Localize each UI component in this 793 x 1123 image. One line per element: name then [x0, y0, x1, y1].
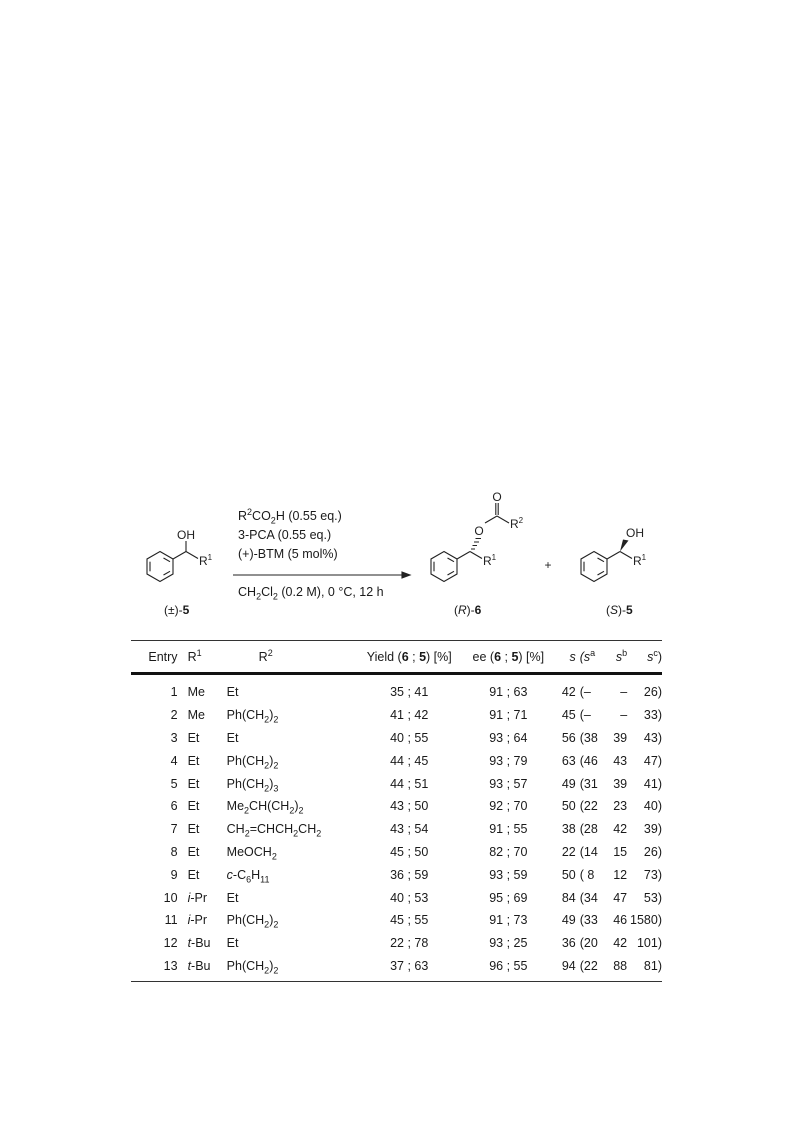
cell-sc: 1580) — [630, 913, 662, 928]
atom-oh: OH — [177, 528, 195, 542]
cell-sa: (14 — [579, 844, 598, 859]
starting-material-label: (±)-5 — [164, 603, 190, 617]
cell-s: 49 — [561, 913, 576, 928]
table-row — [131, 818, 662, 841]
cell-yield: 37 ; 63 — [354, 955, 464, 982]
cell-r1: Et — [187, 867, 200, 882]
header-ee: ee (6 ; 5) [%] — [464, 641, 553, 674]
cell-sc: 33) — [643, 708, 662, 723]
cell-s: 84 — [561, 890, 576, 905]
cell-yield: 36 ; 59 — [390, 867, 429, 882]
cell-sb: 12 — [613, 867, 628, 882]
atom-r-letter: R — [199, 554, 208, 568]
header-r1: $R^1$ — [188, 641, 227, 674]
reagent-acid: $R^2CO_2H$ (0.55 eq.) — [238, 506, 342, 526]
cell-r1: i-Pr — [187, 913, 208, 928]
cell-r2: $Ph(CH_2)_2$ — [226, 913, 279, 930]
cell-entry: 8 — [170, 844, 178, 859]
table-row — [131, 772, 662, 795]
reagent-catalyst: (+)-BTM (5 mol%) — [238, 547, 338, 561]
cell-sb: 43 — [613, 753, 628, 768]
reaction-conditions: $CH_2Cl_2$ (0.2 M), 0 °C, 12 h — [238, 585, 384, 602]
cell-sc: 53) — [643, 890, 662, 905]
atom-r2 — [510, 516, 524, 531]
cell-ee: 93 ; 79 — [489, 753, 528, 768]
atom-r-sup: 1 — [491, 553, 497, 562]
cell-sc: 43) — [643, 730, 662, 745]
atom-oh: OH — [626, 526, 644, 540]
cell-sa: (31 — [579, 776, 598, 791]
atom-carbonyl-o: O — [492, 490, 502, 504]
cell-sb: 88 — [606, 955, 627, 982]
cell-s: 42 — [561, 685, 576, 700]
results-table — [131, 640, 662, 982]
cell-entry: 10 — [163, 890, 178, 905]
header-sb: $s^b$ — [606, 641, 627, 674]
cell-entry: 3 — [170, 730, 178, 745]
cell-sa: (38 — [579, 730, 598, 745]
atom-r1 — [199, 553, 213, 568]
cell-yield: 43 ; 54 — [390, 822, 429, 837]
cell-s: 49 — [561, 776, 576, 791]
cell-sb: 39 — [613, 730, 628, 745]
cell-entry: 5 — [170, 776, 178, 791]
table-row — [131, 841, 662, 864]
atom-ester-o: O — [474, 524, 484, 538]
cell-ee: 93 ; 59 — [489, 867, 528, 882]
cell-sc: 26) — [643, 685, 662, 700]
cell-r2: Et — [226, 890, 239, 905]
cell-sc: 47) — [643, 753, 662, 768]
cell-sb: – — [620, 708, 628, 723]
table-row — [131, 886, 662, 909]
cell-yield: 43 ; 50 — [390, 799, 429, 814]
product-ester-structure — [431, 503, 509, 582]
cell-sc: 26) — [643, 844, 662, 859]
cell-s: 56 — [561, 730, 576, 745]
recovered-alcohol-structure — [581, 552, 632, 582]
cell-r1: t-Bu — [188, 955, 227, 982]
table-row — [131, 955, 662, 982]
cell-entry: 12 — [163, 936, 178, 951]
cell-ee: 91 ; 55 — [489, 822, 528, 837]
table-row — [131, 932, 662, 955]
table-body — [131, 674, 662, 982]
cell-ee: 82 ; 70 — [489, 844, 528, 859]
cell-r2: Et — [226, 730, 239, 745]
cell-entry: 9 — [170, 867, 178, 882]
atom-r-sup: 1 — [207, 553, 213, 562]
table-header-row — [131, 641, 662, 674]
atom-r-sup: 1 — [641, 553, 647, 562]
solid-wedge — [620, 540, 629, 552]
cell-sb: 42 — [613, 936, 628, 951]
cell-sa: (– — [579, 685, 591, 700]
cell-yield: 35 ; 41 — [390, 685, 429, 700]
cell-sa: (33 — [579, 913, 598, 928]
cell-ee: 92 ; 70 — [489, 799, 528, 814]
scheme-structures — [0, 490, 793, 625]
header-sc: $s^c$) — [627, 641, 662, 674]
table-row — [131, 704, 662, 727]
cell-sa: (22 — [579, 799, 598, 814]
cell-entry: 2 — [170, 708, 178, 723]
cell-yield: 45 ; 55 — [390, 913, 429, 928]
cell-ee: 91 ; 63 — [489, 685, 528, 700]
cell-sc: 40) — [643, 799, 662, 814]
product-label: (R)-6 — [454, 603, 482, 617]
cell-ee: 96 ; 55 — [464, 955, 553, 982]
cell-r1: Et — [187, 753, 200, 768]
cell-sa: (28 — [579, 822, 598, 837]
cell-sb: 47 — [613, 890, 628, 905]
table-row — [131, 727, 662, 750]
recovered-label: (S)-5 — [606, 603, 633, 617]
cell-r2: $c-C_6H_{11}$ — [226, 867, 270, 885]
cell-entry: 11 — [164, 913, 178, 928]
cell-r2: Et — [226, 936, 239, 951]
cell-r2: $Ph(CH_2)_2$ — [226, 708, 279, 725]
cell-sc: 101) — [636, 936, 662, 951]
cell-sa: (20 — [579, 936, 598, 951]
cell-r1: Et — [187, 799, 200, 814]
atom-r-letter: R — [510, 517, 519, 531]
cell-s: 38 — [561, 822, 576, 837]
table-row — [131, 909, 662, 932]
header-sa: ($s^a$ — [580, 641, 606, 674]
reaction-scheme — [0, 490, 793, 625]
reaction-arrow — [233, 572, 410, 578]
cell-sc: 39) — [643, 822, 662, 837]
cell-r2: $Ph(CH_2)_2$ — [226, 753, 279, 771]
cell-entry: 4 — [170, 753, 178, 768]
plus-sign: + — [544, 558, 552, 572]
header-entry: Entry — [131, 641, 188, 674]
table-row — [131, 863, 662, 886]
cell-ee: 91 ; 71 — [489, 708, 528, 723]
table-row — [131, 749, 662, 772]
cell-entry: 1 — [170, 685, 178, 700]
cell-r1: Et — [187, 844, 200, 859]
hashed-wedge — [471, 539, 481, 550]
cell-yield: 44 ; 51 — [390, 776, 429, 791]
cell-sa: ( 8 — [579, 867, 595, 882]
cell-sc: 73) — [643, 867, 662, 882]
header-yield: Yield (6 ; 5) [%] — [354, 641, 464, 674]
cell-r2: $Ph(CH_2)_2$ — [227, 955, 355, 982]
cell-r2: $CH_2=CHCH_2CH_2$ — [226, 822, 322, 839]
cell-sa: (22 — [580, 955, 606, 982]
cell-s: 45 — [561, 708, 576, 723]
cell-r2: $Me_2CH(CH_2)_2$ — [226, 799, 304, 816]
cell-sb: 42 — [613, 822, 628, 837]
atom-r1-recovered — [633, 553, 647, 568]
cell-entry: 13 — [131, 955, 188, 982]
table-row — [131, 674, 662, 704]
cell-s: 50 — [561, 799, 576, 814]
cell-yield: 40 ; 53 — [390, 890, 429, 905]
cell-ee: 95 ; 69 — [489, 890, 528, 905]
cell-yield: 22 ; 78 — [390, 936, 429, 951]
cell-s: 94 — [553, 955, 580, 982]
cell-r1: i-Pr — [187, 890, 208, 905]
cell-ee: 93 ; 25 — [489, 936, 528, 951]
cell-sb: 39 — [613, 776, 628, 791]
cell-sc: 41) — [643, 776, 662, 791]
cell-r1: Me — [187, 708, 205, 723]
starting-material-structure — [147, 541, 198, 582]
cell-entry: 6 — [170, 799, 178, 814]
reagent-anhydride: 3-PCA (0.55 eq.) — [238, 528, 332, 542]
cell-s: 36 — [561, 936, 576, 951]
atom-r-sup: 2 — [518, 516, 524, 525]
cell-sb: 46 — [613, 913, 628, 928]
cell-ee: 93 ; 64 — [489, 730, 528, 745]
header-s: s — [553, 641, 580, 674]
cell-yield: 45 ; 50 — [390, 844, 429, 859]
cell-r2: Et — [226, 685, 239, 700]
cell-entry: 7 — [170, 822, 178, 837]
cell-r1: t-Bu — [187, 936, 211, 951]
cell-sa: (34 — [579, 890, 598, 905]
cell-yield: 41 ; 42 — [390, 708, 429, 723]
atom-r-letter: R — [633, 554, 642, 568]
cell-s: 50 — [561, 867, 576, 882]
cell-ee: 91 ; 73 — [489, 913, 528, 928]
cell-r1: Et — [187, 730, 200, 745]
cell-yield: 44 ; 45 — [390, 753, 429, 768]
cell-s: 63 — [561, 753, 576, 768]
cell-r1: Et — [187, 776, 200, 791]
cell-sa: (– — [579, 708, 591, 723]
cell-yield: 40 ; 55 — [390, 730, 429, 745]
cell-r1: Et — [187, 822, 200, 837]
header-r2: $R^2$ — [227, 641, 355, 674]
cell-sb: 23 — [613, 799, 628, 814]
cell-ee: 93 ; 57 — [489, 776, 528, 791]
atom-r-letter: R — [483, 554, 492, 568]
cell-s: 22 — [561, 844, 576, 859]
cell-r2: MeOCH$_2$ — [226, 844, 277, 862]
cell-sb: 15 — [613, 844, 628, 859]
atom-r1-product — [483, 553, 497, 568]
cell-r1: Me — [187, 685, 205, 700]
cell-sc: 81) — [627, 955, 662, 982]
table-row — [131, 795, 662, 818]
cell-sb: – — [620, 685, 628, 700]
cell-sa: (46 — [579, 753, 598, 768]
cell-r2: $Ph(CH_2)_3$ — [226, 776, 279, 794]
